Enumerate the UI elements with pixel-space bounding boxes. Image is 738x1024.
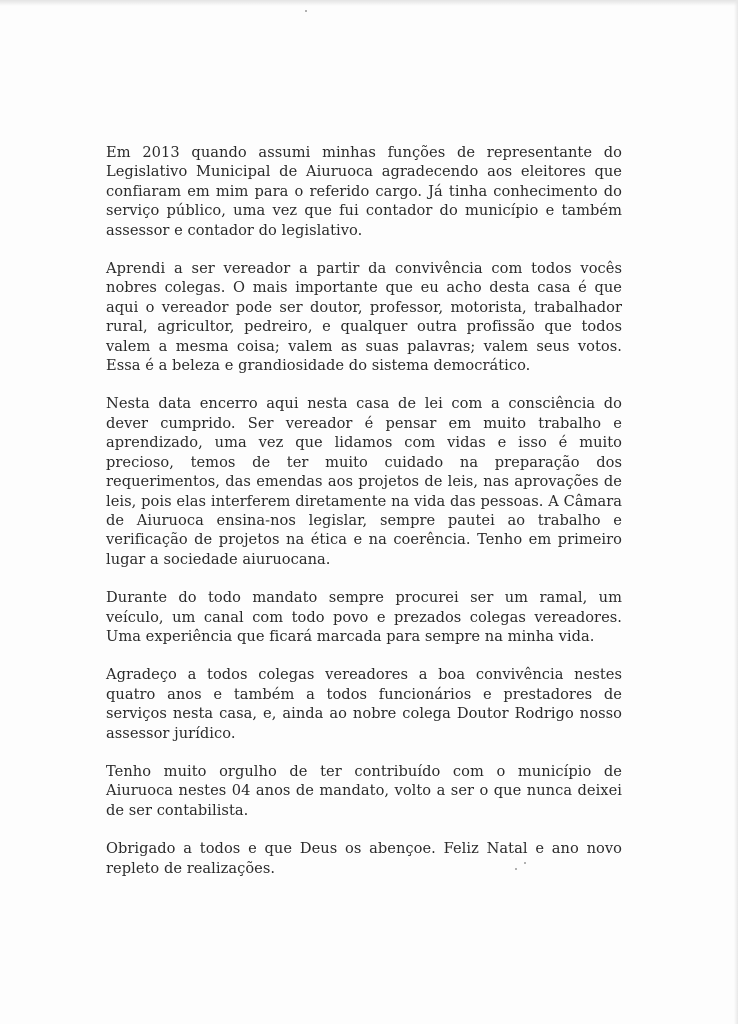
scan-speck [305, 10, 307, 12]
scan-edge-top [0, 0, 738, 6]
paragraph-closing-term: Nesta data encerro aqui nesta casa de lei com a consciência do dever cumprido. Ser vereador é pensar em muito trabalho e aprendizado, uma vez que lidamos com vidas e isso é muito precioso, temos de ter muito cuidado na preparação dos requerimentos, das emendas aos projetos de leis, nas aprovações de leis, pois elas interferem diretamente na vida das pessoas. A Câmara de Aiuruoca ensina-nos legislar, sempre pautei ao trabalho e verificação de projetos na ética e na coerência. Tenho em primeiro lugar a sociedade aiuruocana. [106, 395, 622, 568]
paragraph-learning: Aprendi a ser vereador a partir da convivência com todos vocês nobres colegas. O mais importante que eu acho desta casa é que aqui o vereador pode ser doutor, professor, motorista, trabalhador rural, agricultor, pedreiro, e qualquer outra profissão que todos valem a mesma coisa; valem as suas palavras; valem seus votos. Essa é a beleza e grandiosidade do sistema democrático. [106, 260, 622, 375]
paragraph-mandate: Durante do todo mandato sempre procurei ser um ramal, um veículo, um canal com todo povo e prezados colegas vereadores. Uma experiência que ficará marcada para sempre na minha vida. [106, 589, 622, 645]
scan-edge-right [734, 0, 738, 1024]
letter-body [106, 143, 622, 897]
paragraph-pride: Tenho muito orgulho de ter contribuído com o município de Aiuruoca nestes 04 anos de mandato, volto a ser o que nunca deixei de ser contabilista. [106, 762, 622, 819]
paragraph-farewell: Obrigado a todos e que Deus os abençoe. Feliz Natal e ano novo repleto de realizações. [106, 840, 622, 877]
paragraph-thanks: Agradeço a todos colegas vereadores a boa convivência nestes quatro anos e também a todos funcionários e prestadores de serviços nesta casa, e, ainda ao nobre colega Doutor Rodrigo nosso assessor jurídico. [106, 666, 622, 742]
paragraph-intro: Em 2013 quando assumi minhas funções de representante do Legislativo Municipal de Aiuruoca agradecendo aos eleitores que confiaram em mim para o referido cargo. Já tinha conhecimento do serviço público, uma vez que fui contador do município e também assessor e contador do legislativo. [106, 144, 622, 239]
